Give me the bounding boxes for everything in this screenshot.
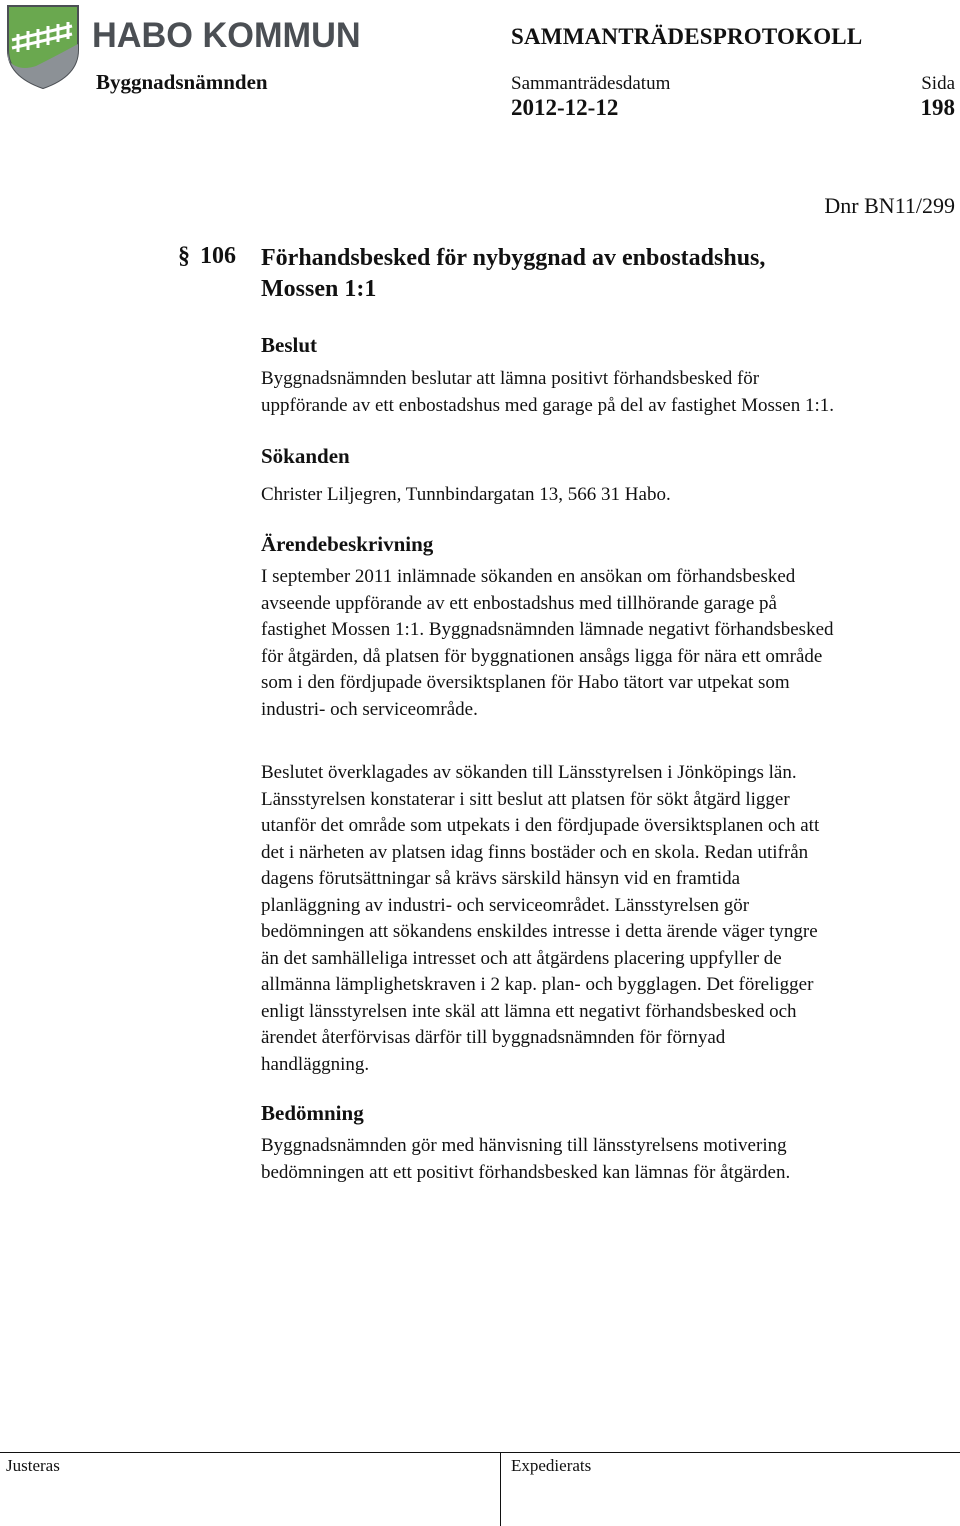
text-line: allmänna lämplighetskraven i 2 kap. plan- och bygglagen. Det föreligger (261, 974, 814, 995)
logo-text: HABO KOMMUN (92, 16, 361, 55)
habo-coat-of-arms-icon (6, 4, 80, 90)
text-line: än det samhälleliga intresset och att åtgärdens placering uppfyller de (261, 947, 782, 969)
description-heading: Ärendebeskrivning (261, 532, 434, 556)
text-line: enligt länsstyrelsen inte skäl att lämna ett negativt förhandsbesked och (261, 1000, 797, 1022)
signed-label: Justeras (6, 1456, 60, 1475)
footer-column-divider (500, 1452, 501, 1526)
dispatched-label: Expedierats (511, 1456, 592, 1475)
assessment-text (261, 1133, 960, 1186)
text-line: fastighet Mossen 1:1. Byggnadsnämnden lämnade negativt förhandsbesked (261, 619, 834, 640)
page-number: 198 (920, 95, 955, 120)
applicant-text: Christer Liljegren, Tunnbindargatan 13, 566 31 Habo. (261, 484, 671, 505)
text-line: uppförande av ett enbostadshus med garage på del av fastighet Mossen 1:1. (261, 394, 835, 416)
text-line: avseende uppförande av ett enbostadshus med tillhörande garage på (261, 592, 777, 614)
text-line: ärendet återförvisas därför till byggnadsnämnden för förnyad (261, 1027, 726, 1048)
text-line: som i den fördjupade översiktsplanen för Habo tätort var utpekat som (261, 672, 790, 693)
description-paragraph-1 (261, 564, 960, 723)
applicant-heading: Sökanden (261, 444, 350, 468)
meeting-date-label: Sammanträdesdatum (511, 73, 671, 94)
meeting-date: 2012-12-12 (511, 95, 619, 120)
decision-heading: Beslut (261, 333, 318, 357)
case-number: Dnr BN11/299 (824, 193, 955, 218)
committee-name: Byggnadsnämnden (96, 70, 268, 94)
page-label: Sida (921, 73, 955, 94)
text-line: Byggnadsnämnden gör med hänvisning till länsstyrelsens motivering (261, 1135, 787, 1156)
text-line: Byggnadsnämnden beslutar att lämna positivt förhandsbesked för (261, 368, 760, 389)
description-paragraph-2 (261, 760, 960, 1078)
text-line: industri- och serviceområde. (261, 698, 478, 720)
text-line: planläggning av industri- och serviceområdet. Länsstyrelsen gör (261, 894, 750, 916)
assessment-heading: Bedömning (261, 1101, 364, 1125)
document-type: SAMMANTRÄDESPROTOKOLL (511, 24, 863, 49)
text-line: det i närheten av platsen idag finns bostäder och en skola. Redan utifrån (261, 841, 809, 863)
text-line: Länsstyrelsen konstaterar i sitt beslut att platsen för sökt åtgärd ligger (261, 788, 790, 810)
decision-text (261, 366, 960, 419)
text-line: I september 2011 inlämnade sökanden en ansökan om förhandsbesked (261, 566, 796, 587)
section-sign: § (178, 243, 190, 269)
section-title-line: Förhandsbesked för nybyggnad av enbostadshus, (261, 245, 766, 271)
text-line: utanför det område som utpekats i den fördjupade översiktsplanen och att (261, 815, 820, 836)
text-line: dagens förutsättningar så krävs särskild hänsyn vid en framtida (261, 868, 741, 889)
footer-divider-line (0, 1452, 960, 1453)
section-title (261, 243, 901, 305)
text-line: för åtgärden, då platsen för byggnationen ansågs ligga för nära ett område (261, 645, 823, 667)
text-line: bedömningen att sökandens enskildes intresse i detta ärende väger tyngre (261, 921, 818, 942)
section-title-line: Mossen 1:1 (261, 276, 377, 302)
text-line: handläggning. (261, 1053, 370, 1075)
text-line: bedömningen att ett positivt förhandsbesked kan lämnas för åtgärden. (261, 1161, 791, 1183)
section-number: 106 (200, 243, 236, 269)
text-line: Beslutet överklagades av sökanden till Länsstyrelsen i Jönköpings län. (261, 762, 797, 783)
